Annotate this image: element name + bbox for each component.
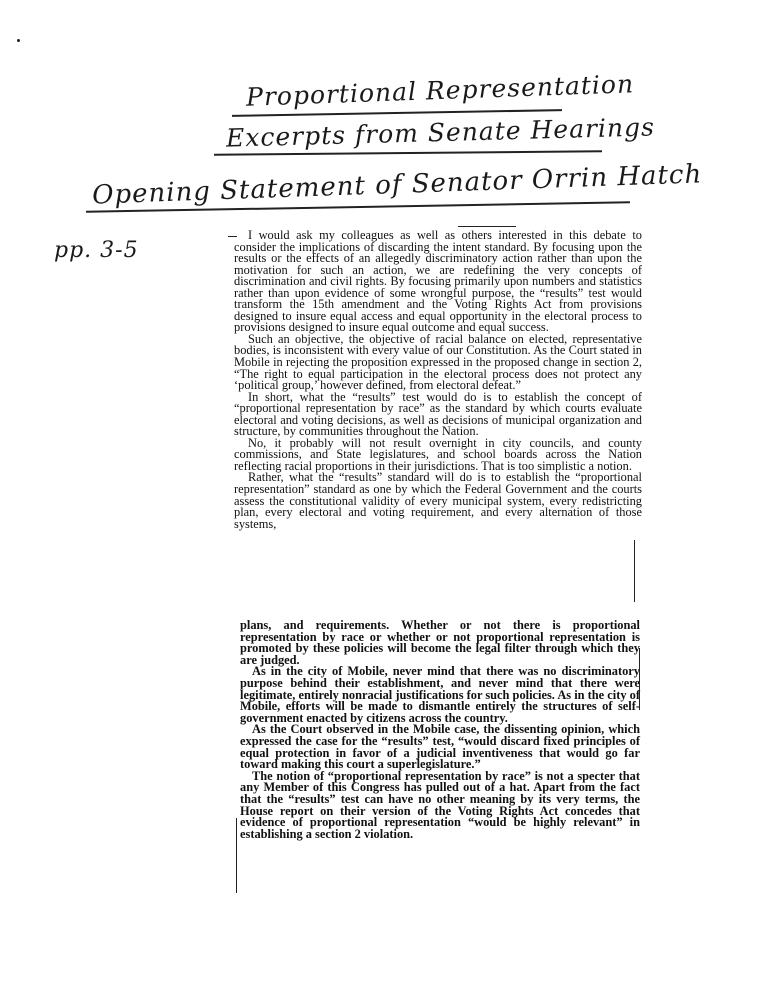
paragraph: In short, what the “results” test would do is to establish the concept of “proportional representation by race” as the standard by which courts evaluate electoral and voting decisions, as well as decisions of municipal organization and structure, by communities throughout the Nation. — [234, 389, 642, 439]
paragraph: The notion of “proportional representation by race” is not a specter that any Member of this Congress has pulled out of a hat. Apart from the fact that the “results” test can have no other meaning by its very terms, the House report on their version of the Voting Rights Act concedes that evidence of proportional representation “would be highly relevant” in establishing a section 2 violation. — [240, 768, 640, 841]
paragraph: No, it probably will not result overnight in city councils, and county commissions, and State legislatures, and school boards across the Nation reflecting racial proportions in their jurisdictions. That is too simplistic a notion. — [234, 435, 642, 473]
margin-line — [634, 540, 635, 602]
paragraph: Such an objective, the objective of racial balance on elected, representative bodies, is inconsistent with every value of our Constitution. As the Court stated in Mobile in rejecting the proposition expressed in the proposed change in section 2, “The right to equal participation in the electoral process does not protect any ‘political group,’ however defined, from electoral defeat.” — [234, 331, 642, 393]
margin-line — [236, 818, 237, 893]
paragraph: Rather, what the “results” standard will do is to establish the “proportional representation” standard as one by which the Federal Government and the courts assess the constitutional validity of every municipal system, every redistricting plan, every electoral and voting requirement, and every alternation of those systems, — [234, 470, 642, 531]
paragraph: As in the city of Mobile, never mind that there was no discriminatory purpose behind their establishment, and never mind that there were legitimate, entirely nonracial justifications for such policies. As in the city of Mobile, efforts will be made to dismantle entirely the structures of self-government enacted by citizens across the country. — [240, 664, 640, 725]
handwritten-title: Proportional Representation — [245, 69, 635, 112]
paragraph: I would ask my colleagues as well as others interested in this debate to consider the implications of discarding the intent standard. By focusing upon the results or the effects of an allegedly discriminatory action rather than upon the motivation for such an action, we are redefining the very concepts of discrimination and civil rights. By focusing primarily upon numbers and statistics rather than upon evidence of some wrongful purpose, the “results” test would transform the 15th amendment and the Voting Rights Act from provisions designed to insure equal access and equal opportunity in the electoral process to provisions designed to insure equal outcome and equal success. — [234, 228, 642, 335]
document-body — [234, 230, 642, 530]
paragraph: plans, and requirements. Whether or not there is proportional representation by race or whether or not proportional representation is promoted by these policies will become the legal filter through which they are judged. — [240, 618, 640, 667]
handwritten-heading: Opening Statement of Senator Orrin Hatch — [91, 159, 703, 211]
margin-line — [639, 648, 640, 710]
stray-mark — [17, 39, 20, 42]
paragraph: As the Court observed in the Mobile case, the dissenting opinion, which expressed the case for the “results” test, “would discard fixed principles of equal protection in favor of a judicial inventiveness that would go far toward making this court a superlegislature.” — [240, 722, 640, 772]
handwritten-page-reference: pp. 3-5 — [54, 238, 139, 263]
document-continuation — [240, 620, 640, 840]
margin-dash-mark — [458, 226, 516, 227]
handwritten-subtitle: Excerpts from Senate Hearings — [225, 112, 656, 153]
